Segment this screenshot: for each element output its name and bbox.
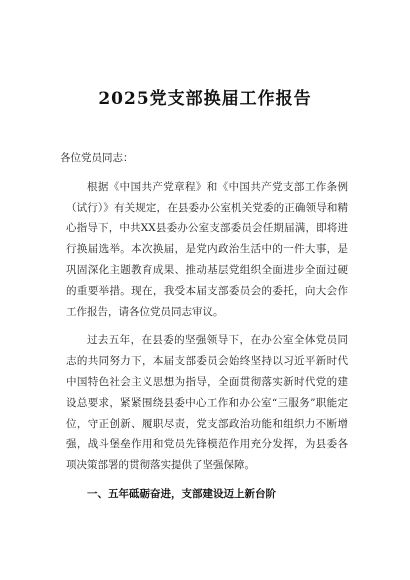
paragraph-1: 根据《中国共产党章程》和《中国共产党支部工作条例（试行）》有关规定，在县委办公室机关党委的正确领导和精心指导下，中共XX县委办公室支部委员会任期届满，即将进行换届选举。本次换届，是党内政治生活中的一件大事，是巩固深化主题教育成果、推动基层党组织全面进步全面过硬的重要举措。现在，我受本届支部委员会的委托，向大会作工作报告，请各位党员同志审议。 — [66, 180, 348, 318]
document-title: 2025党支部换届工作报告 — [98, 89, 312, 109]
paragraph-2: 过去五年，在县委的坚强领导下，在办公室全体党员同志的共同努力下，本届支部委员会始终坚持以习近平新时代中国特色社会主义思想为指导，全面贯彻落实新时代党的建设总要求，紧紧围绕县委中心工作和办公室“三服务”职能定位，守正创新、履职尽责，党支部政治功能和组织力不断增强，战斗堡垒作用和党员先锋模范作用充分发挥，为县委各项决策部署的贯彻落实提供了坚强保障。 — [66, 334, 348, 472]
salutation: 各位党员同志： — [60, 152, 134, 164]
document-body — [60, 148, 348, 513]
section-heading: 一、五年砥砺奋进，支部建设迈上新台阶 — [87, 487, 276, 500]
